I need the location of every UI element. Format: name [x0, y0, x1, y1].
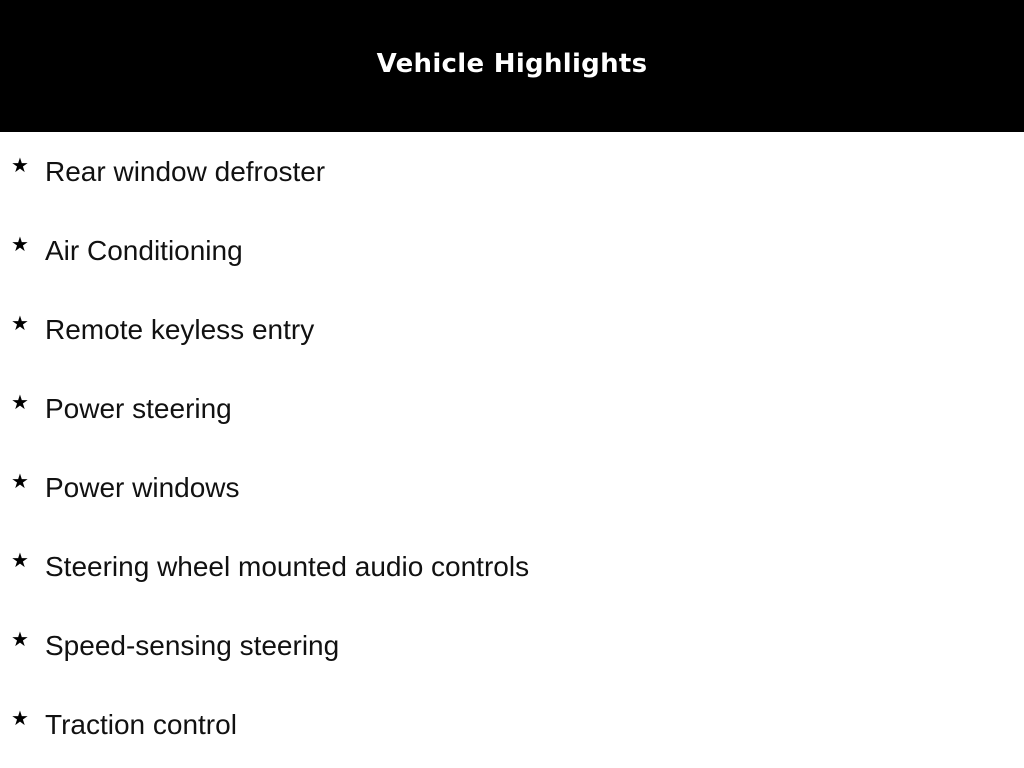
star-icon: ★ — [11, 469, 29, 493]
list-item — [0, 448, 1024, 527]
feature-label: Power steering — [45, 393, 232, 424]
list-item — [0, 369, 1024, 448]
star-icon: ★ — [11, 627, 29, 651]
feature-label: Traction control — [45, 709, 237, 740]
star-icon: ★ — [11, 232, 29, 256]
list-item — [0, 211, 1024, 290]
feature-label: Remote keyless entry — [45, 314, 315, 345]
feature-label: Air Conditioning — [45, 235, 243, 266]
feature-label: Steering wheel mounted audio controls — [45, 551, 530, 582]
feature-label: Speed-sensing steering — [45, 630, 340, 661]
page-title: Vehicle Highlights — [376, 49, 648, 79]
star-icon: ★ — [11, 548, 29, 572]
list-item — [0, 290, 1024, 369]
star-icon: ★ — [11, 706, 29, 730]
list-item — [0, 527, 1024, 606]
list-item — [0, 606, 1024, 685]
star-icon: ★ — [11, 390, 29, 414]
star-icon: ★ — [11, 311, 29, 335]
header-bar — [0, 0, 1024, 132]
feature-label: Power windows — [45, 472, 240, 503]
feature-label: Rear window defroster — [45, 156, 326, 187]
list-item — [0, 132, 1024, 211]
star-icon: ★ — [11, 153, 29, 177]
list-item — [0, 685, 1024, 764]
feature-list — [0, 132, 1024, 764]
